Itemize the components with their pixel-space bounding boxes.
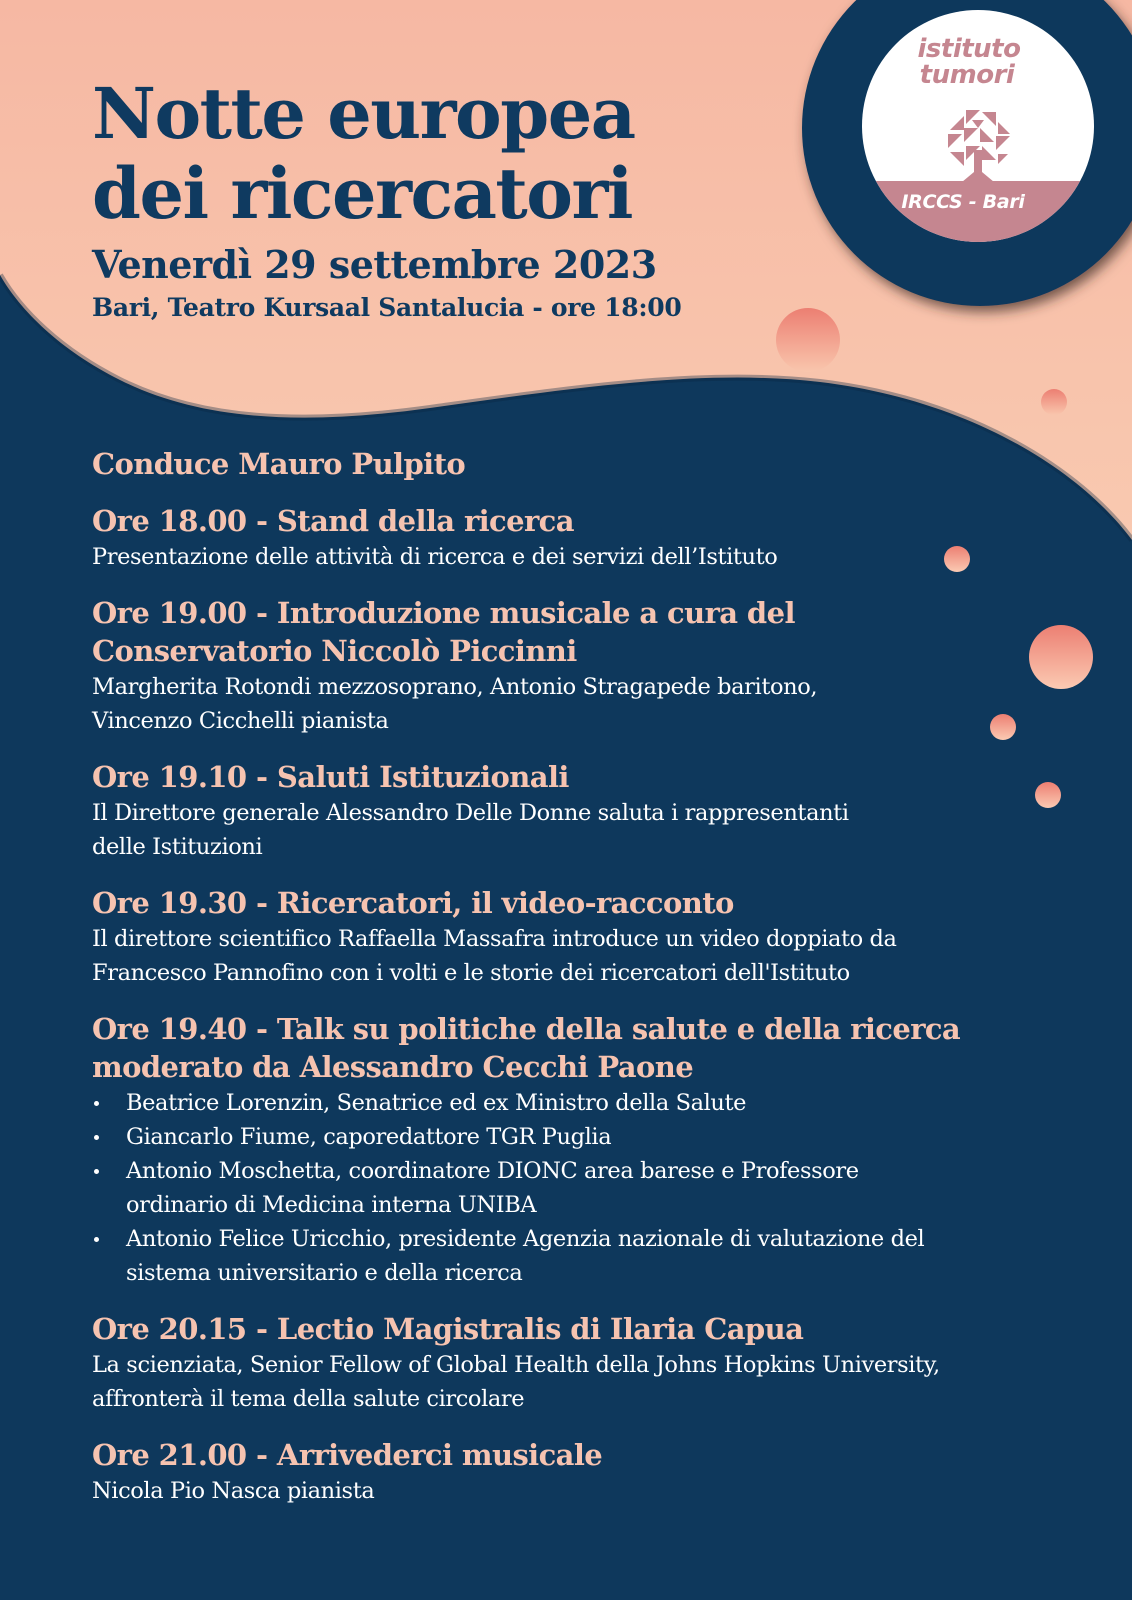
bullet-icon <box>94 1101 99 1106</box>
program-item-title-cont: Conservatorio Niccolò Piccinni <box>92 634 577 668</box>
speaker-item <box>92 1086 1092 1120</box>
program-item-description: Francesco Pannofino con i volti e le storie dei ricercatori dell'Istituto <box>92 960 850 986</box>
program-item-title: Ore 18.00 - Stand della ricerca <box>92 504 574 538</box>
program-item-description: La scienziata, Senior Fellow of Global Health della Johns Hopkins University, <box>92 1352 940 1378</box>
program-item <box>92 758 1092 864</box>
speaker-item <box>92 1120 1092 1154</box>
program-item-description: affronterà il tema della salute circolare <box>92 1386 525 1412</box>
program-item-title: Ore 19.10 - Saluti Istituzionali <box>92 760 569 794</box>
decor-dot <box>776 308 840 372</box>
program-item <box>92 1310 1092 1416</box>
program-item-title: Ore 19.30 - Ricercatori, il video-racconto <box>92 886 734 920</box>
logo-line-1: istituto <box>917 34 1021 64</box>
program-item-title: Ore 19.40 - Talk su politiche della salute e della ricerca <box>92 1012 961 1046</box>
header <box>92 74 681 324</box>
program-item-description: delle Istituzioni <box>92 834 263 860</box>
speaker-text: Beatrice Lorenzin, Senatrice ed ex Ministro della Salute <box>126 1090 747 1116</box>
program-item-title-cont: moderato da Alessandro Cecchi Paone <box>92 1050 694 1084</box>
logo-subtitle: IRCCS - Bari <box>901 191 1025 213</box>
speaker-list <box>92 1086 1092 1290</box>
speaker-text: Antonio Felice Uricchio, presidente Agenzia nazionale di valutazione del <box>126 1226 925 1252</box>
logo-line-2: tumori <box>919 60 1015 90</box>
speaker-text: Giancarlo Fiume, caporedattore TGR Puglia <box>126 1124 612 1150</box>
program-item <box>92 594 1092 738</box>
program-item-description: Il Direttore generale Alessandro Delle Donne saluta i rappresentanti <box>92 800 849 826</box>
program-item-title: Ore 21.00 - Arrivederci musicale <box>92 1438 603 1472</box>
speaker-text: Antonio Moschetta, coordinatore DIONC area barese e Professore <box>126 1158 859 1184</box>
program-item <box>92 502 1092 574</box>
program-item-description: Nicola Pio Nasca pianista <box>92 1478 375 1504</box>
event-venue: Bari, Teatro Kursaal Santalucia - ore 18:00 <box>92 293 682 322</box>
institute-logo <box>802 0 1124 292</box>
bullet-icon <box>94 1169 99 1174</box>
page-title <box>92 74 681 234</box>
program-item-description: Presentazione delle attività di ricerca e dei servizi dell’Istituto <box>92 544 778 570</box>
program-item-description: Vincenzo Cicchelli pianista <box>92 708 389 734</box>
program-item-description: Il direttore scientifico Raffaella Massafra introduce un video doppiato da <box>92 926 897 952</box>
bullet-icon <box>94 1135 99 1140</box>
speaker-item <box>92 1222 1092 1290</box>
title-line-1: Notte europea <box>92 72 635 155</box>
program-item-title: Ore 19.00 - Introduzione musicale a cura del <box>92 596 795 630</box>
speaker-text: ordinario di Medicina interna UNIBA <box>126 1192 537 1218</box>
title-line-2: dei ricercatori <box>92 152 632 235</box>
decor-dot <box>1041 389 1067 415</box>
speaker-item <box>92 1154 1092 1222</box>
host-line: Conduce Mauro Pulpito <box>92 447 466 481</box>
program-item-title: Ore 20.15 - Lectio Magistralis di Ilaria Capua <box>92 1312 804 1346</box>
program-item-description: Margherita Rotondi mezzosoprano, Antonio Stragapede baritono, <box>92 674 818 700</box>
speaker-text: sistema universitario e della ricerca <box>126 1260 523 1286</box>
program <box>92 446 1092 1528</box>
event-date: Venerdì 29 settembre 2023 <box>92 242 657 287</box>
program-item <box>92 1436 1092 1508</box>
program-item <box>92 1010 1092 1290</box>
bullet-icon <box>94 1237 99 1242</box>
program-item <box>92 884 1092 990</box>
